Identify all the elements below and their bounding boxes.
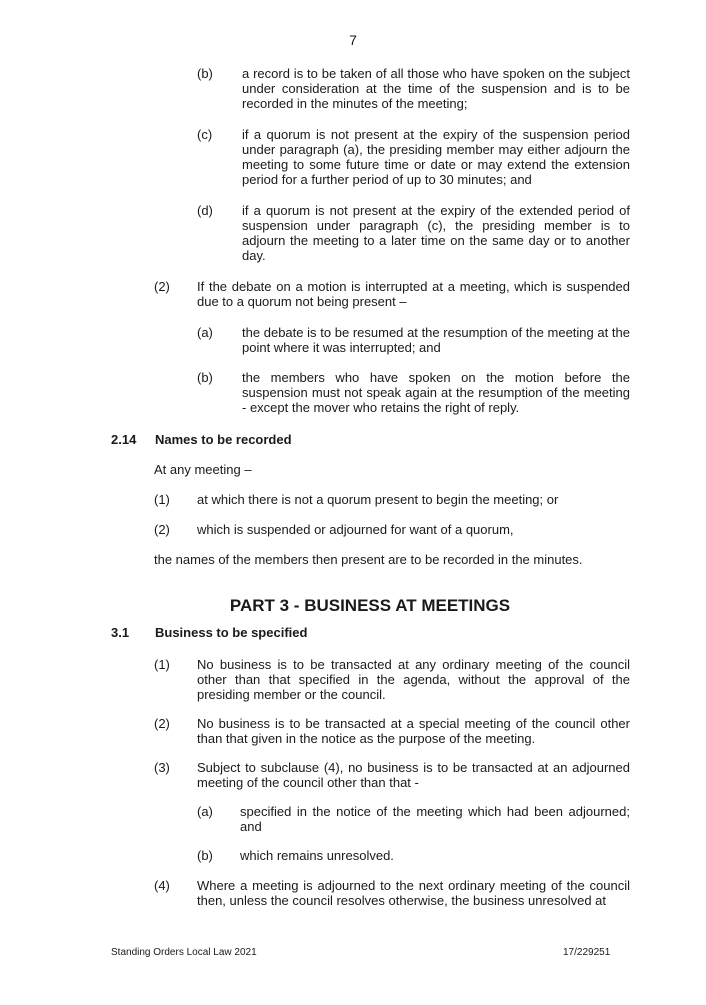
list-item-text: which is suspended or adjourned for want of a quorum, [197,522,514,537]
clause-label: (2) [154,279,170,294]
list-item-text: which remains unresolved. [240,848,394,863]
list-item-text: a record is to be taken of all those who have spoken on the subject under consideration at the time of the suspension and is to be recorded in the minutes of the meeting; [242,66,630,111]
page-number: 7 [349,32,357,48]
list-item-text: specified in the notice of the meeting which had been adjourned; and [240,804,630,834]
section-intro: At any meeting – [154,462,252,477]
list-item-label: (3) [154,760,170,775]
list-item-text: the debate is to be resumed at the resumption of the meeting at the point where it was interrupted; and [242,325,630,355]
list-item-label: (4) [154,878,170,893]
section-number: 3.1 [111,625,130,640]
list-item-label: (1) [154,492,170,507]
list-item-text: if a quorum is not present at the expiry of the extended period of suspension under paragraph (c), the presiding member is to adjourn the meeting to a later time on the same day or to another day. [242,203,630,263]
list-item-text: No business is to be transacted at a special meeting of the council other than that given in the notice as the purpose of the meeting. [197,716,630,746]
list-item-label: (2) [154,716,170,731]
list-item-label: (c) [197,127,213,142]
list-item-label: (1) [154,657,170,672]
list-item-label: (b) [197,370,213,385]
footer-left: Standing Orders Local Law 2021 [111,947,257,958]
section-title: Business to be specified [155,625,308,640]
list-item-text: Subject to subclause (4), no business is to be transacted at an adjourned meeting of the council other than that - [197,760,630,790]
list-item-label: (a) [197,325,213,340]
part-title: PART 3 - BUSINESS AT MEETINGS [229,596,511,615]
list-item-text: Where a meeting is adjourned to the next ordinary meeting of the council then, unless the council resolves otherwise, the business unresolved at [197,878,630,908]
list-item-label: (b) [197,848,213,863]
list-item-label: (b) [197,66,213,81]
clause-text: If the debate on a motion is interrupted at a meeting, which is suspended due to a quorum not being present – [197,279,630,309]
list-item-text: the members who have spoken on the motion before the suspension must not speak again at the resumption of the meeting - except the mover who retains the right of reply. [242,370,630,415]
list-item-text: if a quorum is not present at the expiry of the suspension period under paragraph (a), the presiding member may either adjourn the meeting to some future time or date or may extend the extension period for a further period of up to 30 minutes; and [242,127,630,187]
list-item-label: (2) [154,522,170,537]
section-title: Names to be recorded [155,432,292,447]
section-number: 2.14 [111,432,137,447]
list-item-text: at which there is not a quorum present to begin the meeting; or [197,492,559,507]
list-item-label: (d) [197,203,213,218]
list-item-text: No business is to be transacted at any ordinary meeting of the council other than that specified in the agenda, without the approval of the presiding member or the council. [197,657,630,702]
footer-right: 17/229251 [563,947,611,958]
list-item-label: (a) [197,804,213,819]
section-closing: the names of the members then present are to be recorded in the minutes. [154,552,583,567]
